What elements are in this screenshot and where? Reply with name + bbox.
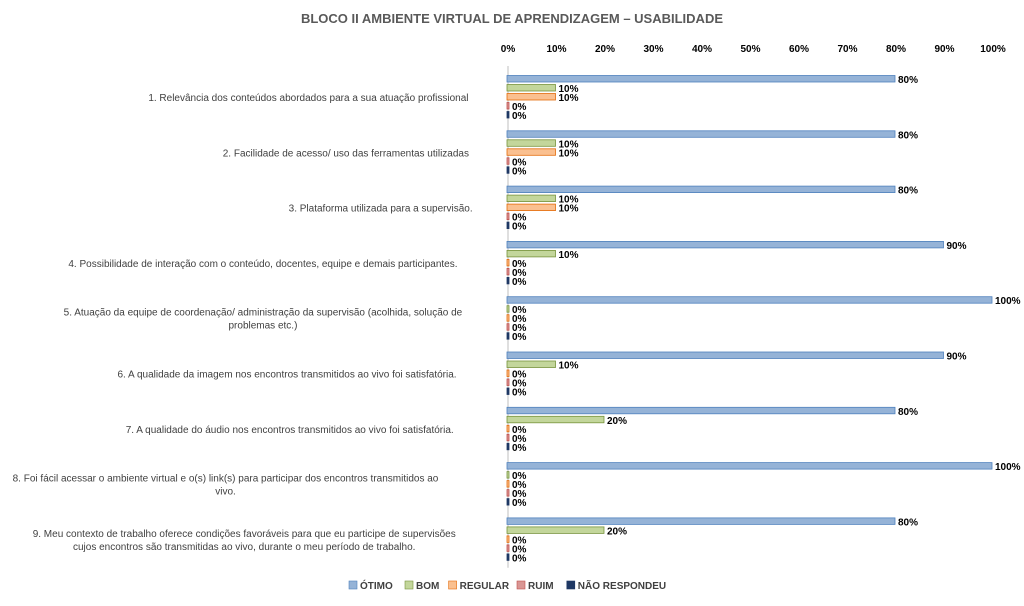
data-label: 0% [512, 369, 527, 381]
bar [507, 443, 509, 450]
data-label: 80% [898, 185, 919, 197]
bar [507, 297, 992, 304]
data-label: 100% [995, 296, 1021, 308]
bar [507, 416, 604, 423]
bar [507, 518, 895, 525]
data-label: 0% [512, 535, 527, 547]
category-label: 8. Foi fácil acessar o ambiente virtual e o(s) link(s) para participar dos encontros transmitidos ao vivo. [12, 473, 439, 498]
bar [507, 527, 604, 534]
bar [507, 131, 895, 138]
x-axis [501, 44, 1006, 55]
bar [507, 434, 509, 441]
bar [507, 554, 509, 561]
data-label: 0% [512, 489, 527, 501]
data-label: 10% [558, 93, 579, 104]
bar [507, 361, 556, 368]
legend-swatch [405, 581, 413, 589]
category-labels [13, 93, 473, 553]
data-label: 80% [898, 130, 919, 142]
bar [507, 333, 509, 340]
bar [507, 425, 509, 432]
bar [507, 140, 556, 147]
data-label: 0% [512, 267, 527, 279]
x-tick-label: 30% [643, 44, 664, 55]
data-label: 90% [946, 240, 967, 252]
x-tick-label: 70% [837, 44, 858, 55]
bar [507, 277, 509, 284]
data-label: 0% [512, 433, 527, 445]
bar [507, 186, 895, 193]
data-label: 20% [607, 415, 628, 427]
bar [507, 315, 509, 322]
legend-swatch [349, 581, 357, 589]
data-label: 80% [898, 75, 919, 86]
category-label: 6. A qualidade da imagem nos encontros transmitidos ao vivo foi satisfatória. [117, 369, 457, 381]
bar [507, 481, 509, 488]
data-label: 0% [512, 157, 527, 169]
data-label: 80% [898, 517, 919, 529]
x-tick-label: 90% [934, 44, 955, 55]
legend-swatch [567, 581, 575, 589]
bar [507, 268, 509, 275]
data-label: 0% [512, 471, 527, 483]
data-label: 0% [512, 332, 527, 344]
bar [507, 463, 992, 470]
data-label: 0% [512, 258, 527, 270]
data-label: 0% [512, 442, 527, 454]
data-label: 90% [946, 351, 967, 363]
legend-label: ÓTIMO [360, 581, 393, 592]
data-label: 0% [512, 323, 527, 335]
bar [507, 222, 509, 229]
bar [507, 149, 556, 156]
x-tick-label: 10% [546, 44, 567, 55]
x-tick-label: 20% [594, 44, 616, 55]
bar [507, 259, 509, 266]
bar [507, 352, 944, 359]
data-label: 10% [558, 194, 579, 206]
category-label: 3. Plataforma utilizada para a supervisão. [288, 203, 473, 215]
bars [507, 76, 992, 561]
bar [507, 379, 509, 386]
bar [507, 76, 895, 83]
data-label: 0% [512, 102, 527, 113]
data-label: 0% [512, 424, 527, 436]
data-label: 10% [558, 203, 579, 215]
data-label: 0% [512, 305, 527, 317]
category-label: 2. Facilidade de acesso/ uso das ferramentas utilizadas [222, 148, 469, 160]
data-label: 0% [512, 498, 527, 510]
legend-label: RUIM [528, 581, 554, 592]
bar [507, 388, 509, 395]
x-tick-label: 50% [740, 44, 761, 55]
data-label: 0% [512, 221, 527, 233]
bar [507, 213, 509, 220]
bar [507, 499, 509, 506]
bar [507, 167, 509, 174]
chart-title: BLOCO II AMBIENTE VIRTUAL DE APRENDIZAGEM – USABILIDADE [300, 11, 724, 26]
x-tick-label: 40% [691, 44, 713, 55]
bar [507, 103, 509, 110]
bar [507, 536, 509, 543]
data-label: 10% [558, 249, 579, 261]
bar [507, 241, 944, 248]
data-label: 100% [995, 462, 1021, 474]
category-label: 7. A qualidade do áudio nos encontros transmitidos ao vivo foi satisfatória. [125, 424, 454, 436]
bar [507, 85, 556, 92]
bar [507, 195, 556, 202]
legend-label: NÃO RESPONDEU [577, 581, 667, 592]
bar [507, 306, 509, 313]
category-label: 5. Atuação da equipe de coordenação/ administração da supervisão (acolhida, solução de problemas etc.) [63, 307, 463, 332]
data-label: 10% [558, 148, 579, 160]
bar [507, 112, 509, 119]
data-label: 0% [512, 314, 527, 326]
data-label: 10% [558, 139, 579, 151]
data-label: 0% [512, 212, 527, 224]
data-label: 0% [512, 553, 527, 565]
category-label: 1. Relevância dos conteúdos abordados para a sua atuação profissional [148, 93, 469, 104]
x-tick-label: 0% [500, 44, 516, 55]
data-label: 0% [512, 378, 527, 390]
legend-swatch [517, 581, 525, 589]
data-labels [512, 75, 1021, 564]
bar [507, 370, 509, 377]
data-label: 0% [512, 111, 527, 122]
category-label: 9. Meu contexto de trabalho oferece condições favoráveis para que eu participe de supervisões cujos encontros são transmitidas ao vivo, durante o meu período de trabalho. [32, 528, 456, 553]
bar [507, 490, 509, 497]
data-label: 0% [512, 387, 527, 399]
legend-label: REGULAR [459, 581, 510, 592]
legend-label: BOM [416, 581, 440, 592]
bar [507, 324, 509, 331]
bar [507, 545, 509, 552]
bar [507, 250, 556, 257]
x-tick-label: 60% [788, 44, 810, 55]
category-label: 4. Possibilidade de interação com o conteúdo, docentes, equipe e demais participantes. [68, 258, 458, 270]
data-label: 0% [512, 276, 527, 288]
data-label: 0% [512, 480, 527, 492]
bar [507, 94, 556, 101]
legend [349, 579, 666, 592]
data-label: 0% [512, 544, 527, 556]
bar [507, 158, 509, 165]
x-tick-label: 100% [980, 44, 1006, 55]
data-label: 80% [898, 406, 919, 418]
bar [507, 407, 895, 414]
legend-swatch [449, 581, 457, 589]
x-tick-label: 80% [885, 44, 907, 55]
data-label: 10% [558, 84, 579, 95]
bar [507, 472, 509, 479]
data-label: 0% [512, 166, 527, 178]
data-label: 10% [558, 360, 579, 372]
data-label: 20% [607, 526, 628, 538]
bar [507, 204, 556, 211]
